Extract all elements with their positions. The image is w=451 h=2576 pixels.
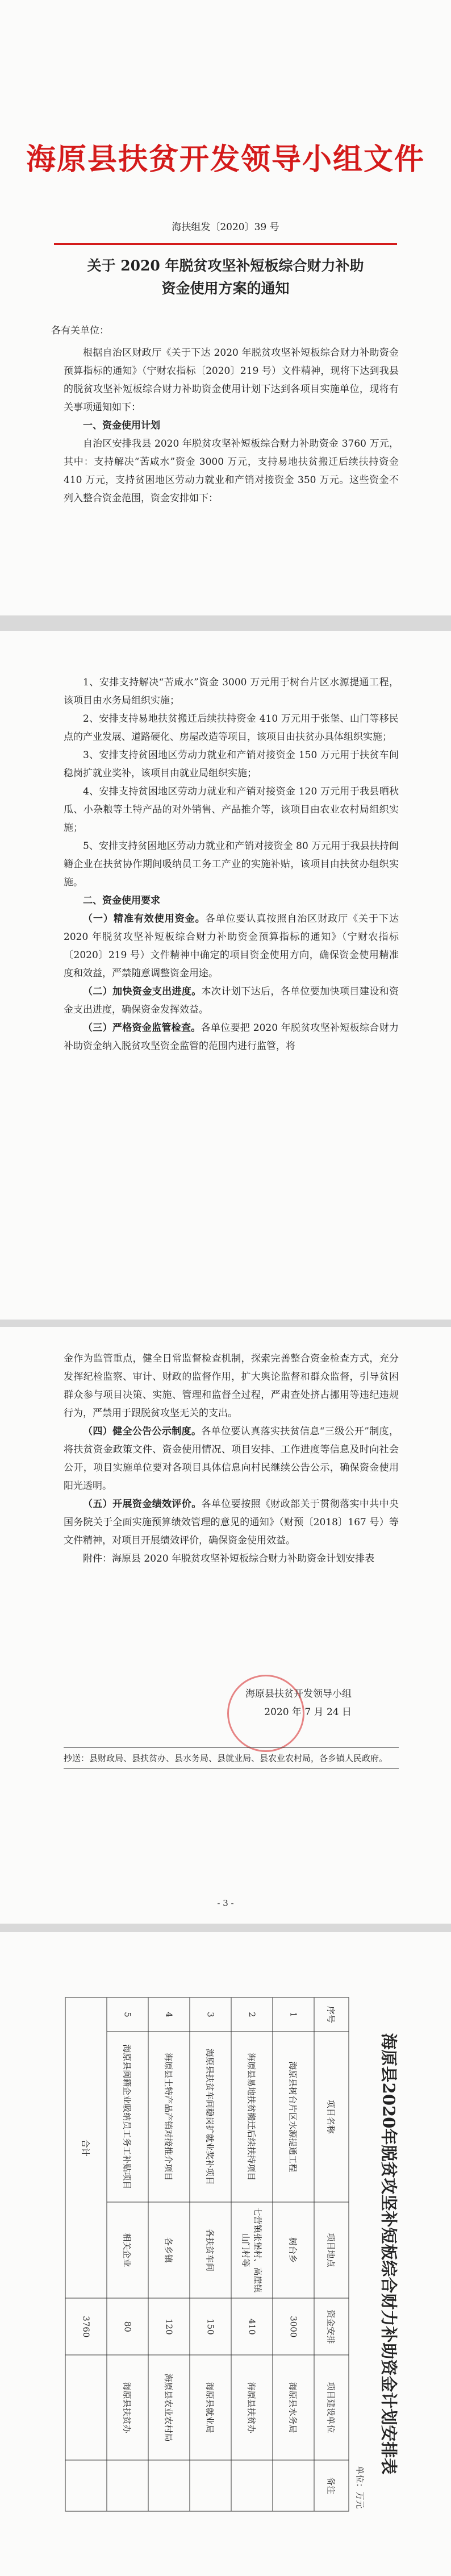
table-cell: 海原县扶贫办	[231, 2355, 273, 2460]
document-number: 海扶组发〔2020〕39 号	[172, 222, 279, 233]
signature-org: 海原县扶贫开发领导小组	[245, 1688, 352, 1700]
requirement-2	[64, 983, 399, 1019]
list-item: 4、安排支持贫困地区劳动力就业和产销对接资金 120 万元用于我县晒秋瓜、小杂粮等土特产品的对外销售、产品推介等，该项目由农业农村局组织实施；	[64, 786, 399, 834]
page-1-body	[64, 344, 399, 507]
table-cell: 2	[231, 1997, 273, 2032]
page-3-body	[64, 1350, 399, 1568]
page-1	[0, 0, 451, 615]
requirement-label: （五）开展资金绩效评价。	[83, 1499, 202, 1510]
paragraph: 自治区安排我县 2020 年脱贫攻坚补短板综合财力补助资金 3760 万元，其中：支持解决“苦咸水”资金 3000 万元，支持易地扶贫搬迁后续扶持资金 410 万元，支持贫困地区劳动力就业和产销对接资金 350 万元。这些资金不列入整合资金范围，资金安排如下：	[64, 438, 399, 504]
requirement-text: 各单位要认真按照自治区财政厅《关于下达 2020 年脱贫攻坚补短板综合财力补助资金预算指标的通知》（宁财农指标〔2020〕219 号）文件精神中确定的项目资金使用方向，确保资金使用精准度和效益，严禁随意调整资金用途。	[64, 913, 399, 979]
org-title: 海原县扶贫开发领导小组文件	[26, 142, 425, 177]
table-cell: 4	[148, 1997, 190, 2032]
requirement-4	[64, 1422, 399, 1495]
notice-title	[0, 255, 451, 300]
column-header: 序号	[314, 1997, 349, 2032]
table-cell: 七营镇张堡村、高崖镇山门村等	[231, 2202, 273, 2299]
page-4	[0, 1932, 451, 2576]
paragraph: 根据自治区财政厅《关于下达 2020 年脱贫攻坚补短板综合财力补助资金预算指标的通知》（宁财农指标〔2020〕219 号）文件精神，现将下达到我县的脱贫攻坚补短板综合财力补助资金使用计划下达到各项目实施单位，现将有关事项通知如下：	[64, 347, 399, 413]
table-cell: 3	[190, 1997, 231, 2032]
requirement-label: （二）加快资金支出进度。	[83, 986, 202, 997]
table-row	[231, 1997, 273, 2511]
cc-list: 抄送：县财政局、县扶贫办、县水务局、县就业局、县农业农村局，各乡镇人民政府。	[64, 1747, 399, 1769]
notice-title-line-2: 资金使用方案的通知	[161, 280, 290, 297]
table-cell: 3000	[273, 2298, 314, 2355]
column-header: 资金安排	[314, 2298, 349, 2355]
table-cell: 海原县扶贫办	[107, 2355, 148, 2460]
table-cell: 海原县树台片区水源提通工程	[273, 2032, 314, 2202]
table-cell: 海原县扶贫车间稳岗扩就业奖补项目	[190, 2032, 231, 2202]
table-cell: 1	[273, 1997, 314, 2032]
notice-title-line-1: 关于 2020 年脱贫攻坚补短板综合财力补助	[87, 257, 364, 274]
column-header: 项目地点	[314, 2202, 349, 2299]
table-cell: 海原县闽籍企业吸纳员工务工补贴项目	[107, 2032, 148, 2202]
requirement-label: （一）精准有效使用资金。	[83, 913, 206, 925]
salutation: 各有关单位：	[51, 325, 109, 336]
table-cell	[107, 2460, 148, 2511]
allocation-table	[65, 1997, 349, 2512]
list-item: 1、安排支持解决“苦咸水”资金 3000 万元用于树台片区水源提通工程，该项目由水务局组织实施；	[64, 677, 399, 706]
table-cell: 120	[148, 2298, 190, 2355]
table-cell: 5	[107, 1997, 148, 2032]
signature-date: 2020 年 7 月 24 日	[264, 1707, 352, 1718]
requirement-label: （三）严格资金监管检查。	[83, 1022, 201, 1034]
section-heading: 一、资金使用计划	[83, 420, 160, 431]
table-row	[273, 1997, 314, 2511]
paragraph: 金作为监管重点，健全日常监督检查机制，探索完善整合资金检查方式，充分发挥纪检监察、审计、财政的监督作用，扩大舆论监督和群众监督，引导贫困群众参与项目决策、实施、管理和监督全过程，严肃查处挤占挪用等违纪违规行为，严禁用于跟脱贫攻坚无关的支出。	[64, 1353, 399, 1419]
list-item: 3、安排支持贫困地区劳动力就业和产销对接资金 150 万元用于扶贫车间稳岗扩就业奖补，该项目由就业局组织实施；	[64, 750, 399, 779]
table-cell: 80	[107, 2298, 148, 2355]
table-cell: 树台乡	[273, 2202, 314, 2299]
requirement-3	[64, 1019, 399, 1055]
column-header: 备注	[314, 2460, 349, 2511]
table-cell: 150	[190, 2298, 231, 2355]
list-item: 2、安排支持易地扶贫搬迁后续扶持资金 410 万元用于张堡、山门等移民点的产业发展、道路硬化、房屋改造等项目，该项目由扶贫办具体组织实施；	[64, 713, 399, 743]
total-value: 3760	[65, 2298, 107, 2355]
table-header-row	[314, 1997, 349, 2511]
table-cell	[273, 2460, 314, 2511]
attachment-note: 附件：海原县 2020 年脱贫攻坚补短板综合财力补助资金计划安排表	[83, 1553, 375, 1564]
table-title: 海原县2020年脱贫攻坚补短板综合财力补助资金计划安排表	[379, 2033, 399, 2475]
table-cell: 海原县就业局	[190, 2355, 231, 2460]
unit-label: 单位：万元	[354, 2466, 365, 2509]
table-cell: 相关企业	[107, 2202, 148, 2299]
table-cell: 海原县易地扶贫搬迁后续扶持项目	[231, 2032, 273, 2202]
table-cell: 海原县水务局	[273, 2355, 314, 2460]
page-2	[0, 631, 451, 1320]
table-cell	[148, 2460, 190, 2511]
table-cell	[190, 2460, 231, 2511]
table-cell: 410	[231, 2298, 273, 2355]
column-header: 项目名称	[314, 2032, 349, 2202]
table-cell: 各乡镇	[148, 2202, 190, 2299]
page-2-body	[64, 673, 399, 1055]
table-cell: 各扶贫车间	[190, 2202, 231, 2299]
list-item: 5、安排支持贫困地区劳动力就业和产销对接资金 80 万元用于我县扶持闽籍企业在扶贫协作期间吸纳员工务工产业的实施补贴，该项目由扶贫办组织实施。	[64, 840, 399, 888]
page-number: - 3 -	[217, 1898, 234, 1908]
column-header: 项目建设单位	[314, 2355, 349, 2460]
requirement-text: 本次计划下达后，各单位要加快项目建设和资金支出进度，确保资金发挥效益。	[64, 986, 399, 1016]
total-label: 合计	[65, 1997, 107, 2298]
section-heading: 二、资金使用要求	[83, 895, 160, 906]
requirement-text: 各单位要把 2020 年脱贫攻坚补短板综合财力补助资金纳入脱贫攻坚资金监管的范围内进行监管，将	[64, 1022, 399, 1052]
table-row	[107, 1997, 148, 2511]
rotated-table-page	[1, 1932, 451, 2576]
table-cell	[65, 2355, 107, 2460]
red-divider	[54, 243, 397, 245]
table-row	[148, 1997, 190, 2511]
signature-block	[245, 1685, 352, 1721]
table-cell	[65, 2460, 107, 2511]
requirement-text: 各单位要认真落实扶贫信息“三级公开”制度，将扶贫资金政策文件、资金使用情况、项目安排、工作进度等信息及时向社会公开，项目实施单位要对各项目具体信息向村民继续公告公示，确保资金使用阳光透明。	[64, 1426, 399, 1492]
requirement-5	[64, 1495, 399, 1550]
table-cell: 海原县土特产品产销对接推介项目	[148, 2032, 190, 2202]
table-total-row	[65, 1997, 107, 2511]
requirement-text: 各单位要按照《财政部关于贯彻落实中共中央 国务院关于全面实施预算绩效管理的意见的通知》（财预〔2018〕167 号）等文件精神，对项目开展绩效评价，确保资金使用效益。	[64, 1499, 399, 1546]
page-3	[0, 1327, 451, 1924]
table-cell	[231, 2460, 273, 2511]
table-cell: 海原县农业农村局	[148, 2355, 190, 2460]
table-row	[190, 1997, 231, 2511]
requirement-1	[64, 910, 399, 983]
requirement-label: （四）健全公告公示制度。	[83, 1426, 202, 1437]
